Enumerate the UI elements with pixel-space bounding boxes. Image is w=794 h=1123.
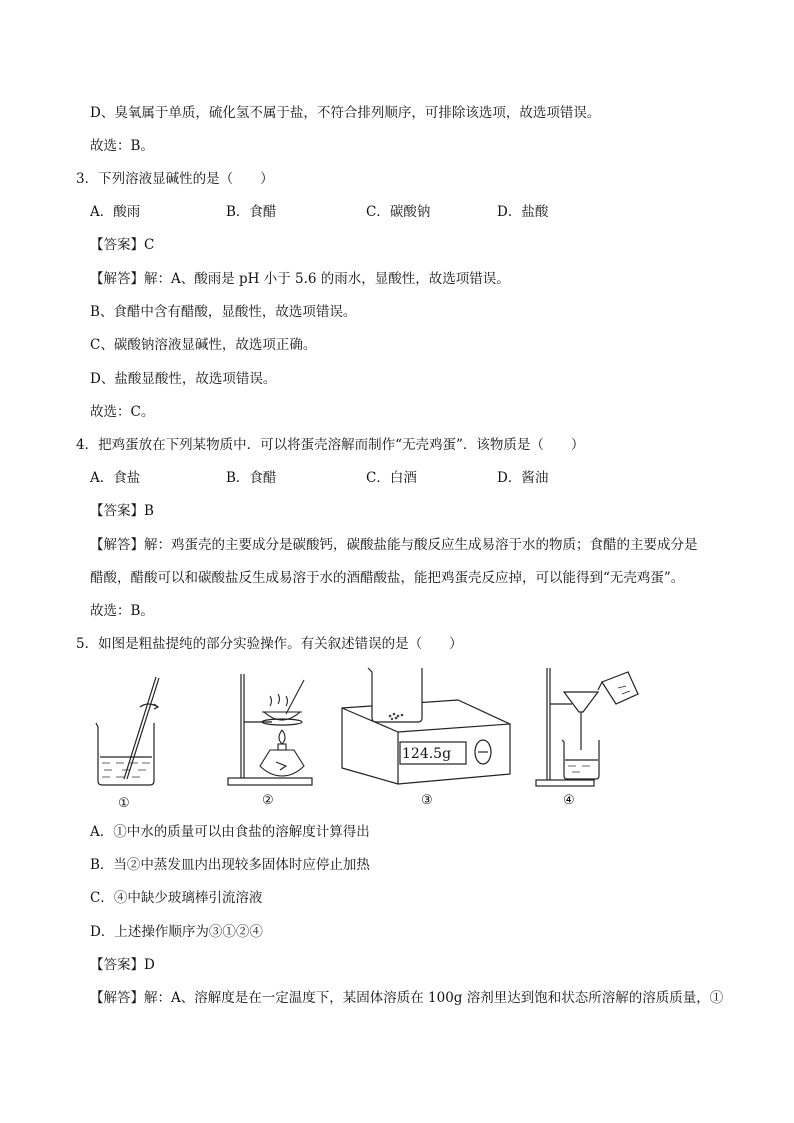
figure-dissolving <box>88 675 173 790</box>
q3-option-d: D．盐酸 <box>497 204 549 220</box>
q3-analysis-line: B、食醋中含有醋酸，显酸性，故选项错误。 <box>90 304 357 320</box>
q4-analysis-line-1: 【解答】解：鸡蛋壳的主要成分是碳酸钙，碳酸盐能与酸反应生成易溶于水的物质；食醋的主要成分是 <box>90 537 698 553</box>
prev-option-d-explanation: D、臭氧属于单质，硫化氢不属于盐，不符合排列顺序，可排除该选项，故选项错误。 <box>90 105 601 121</box>
q4-option-d: D．酱油 <box>497 470 549 486</box>
q3-analysis-line: 【解答】解：A、酸雨是 pH 小于 5.6 的雨水，显酸性，故选项错误。 <box>90 271 510 287</box>
figure-filtration <box>532 664 644 792</box>
q3-answer: 【答案】C <box>90 237 155 253</box>
q3-option-a: A．酸雨 <box>90 204 141 220</box>
figure-evaporation <box>224 670 319 788</box>
q4-answer: 【答案】B <box>90 503 154 519</box>
q3-conclusion: 故选：C。 <box>90 404 155 420</box>
figure-label-3: ③ <box>421 793 433 808</box>
q5-answer: 【答案】D <box>90 957 155 973</box>
q4-analysis-line-2: 醋酸，醋酸可以和碳酸盐反生成易溶于水的酒醋酸盐，能把鸡蛋壳反应掉，可以能得到“无壳鸡蛋”。 <box>90 570 685 586</box>
q5-option-b: B．当②中蒸发皿内出现较多固体时应停止加热 <box>90 857 370 873</box>
q5-analysis-line-1: 【解答】解：A、溶解度是在一定温度下，某固体溶质在 100g 溶剂里达到饱和状态所溶解的溶质质量，① <box>90 990 724 1006</box>
prev-conclusion: 故选：B。 <box>90 138 154 154</box>
q3-stem: 3．下列溶液显碱性的是（ ） <box>76 171 274 187</box>
q4-option-c: C．白酒 <box>366 470 417 486</box>
balance-reading: 124.5g <box>402 746 452 762</box>
q5-option-d: D．上述操作顺序为③①②④ <box>90 924 263 940</box>
q3-analysis-line: D、盐酸显酸性，故选项错误。 <box>90 371 277 387</box>
evaporating-dish-icon <box>262 680 304 720</box>
alcohol-lamp-icon <box>260 730 304 776</box>
q5-option-c: C．④中缺少玻璃棒引流溶液 <box>90 890 263 906</box>
figure-label-4: ④ <box>563 793 575 808</box>
q3-analysis-line: C、碳酸钠溶液显碱性，故选项正确。 <box>90 337 317 353</box>
q3-option-c: C．碳酸钠 <box>366 204 431 220</box>
pouring-beaker-icon <box>598 672 638 704</box>
figure-label-1: ① <box>118 796 130 811</box>
figure-label-2: ② <box>262 793 274 808</box>
q5-stem: 5．如图是粗盐提纯的部分实验操作。有关叙述错误的是（ ） <box>76 636 463 652</box>
figure-weighing <box>338 664 518 792</box>
iron-stand-icon <box>228 674 312 785</box>
iron-stand-icon <box>536 668 594 786</box>
q4-conclusion: 故选：B。 <box>90 603 154 619</box>
balance-icon <box>342 700 510 784</box>
q5-option-a: A．①中水的质量可以由食盐的溶解度计算得出 <box>90 824 370 840</box>
q4-stem: 4．把鸡蛋放在下列某物质中．可以将蛋壳溶解而制作“无壳鸡蛋”．该物质是（ ） <box>76 437 585 453</box>
funnel-icon <box>564 692 598 750</box>
q3-option-b: B．食醋 <box>226 204 277 220</box>
q4-option-b: B．食醋 <box>226 470 277 486</box>
q4-option-a: A．食盐 <box>90 470 141 486</box>
